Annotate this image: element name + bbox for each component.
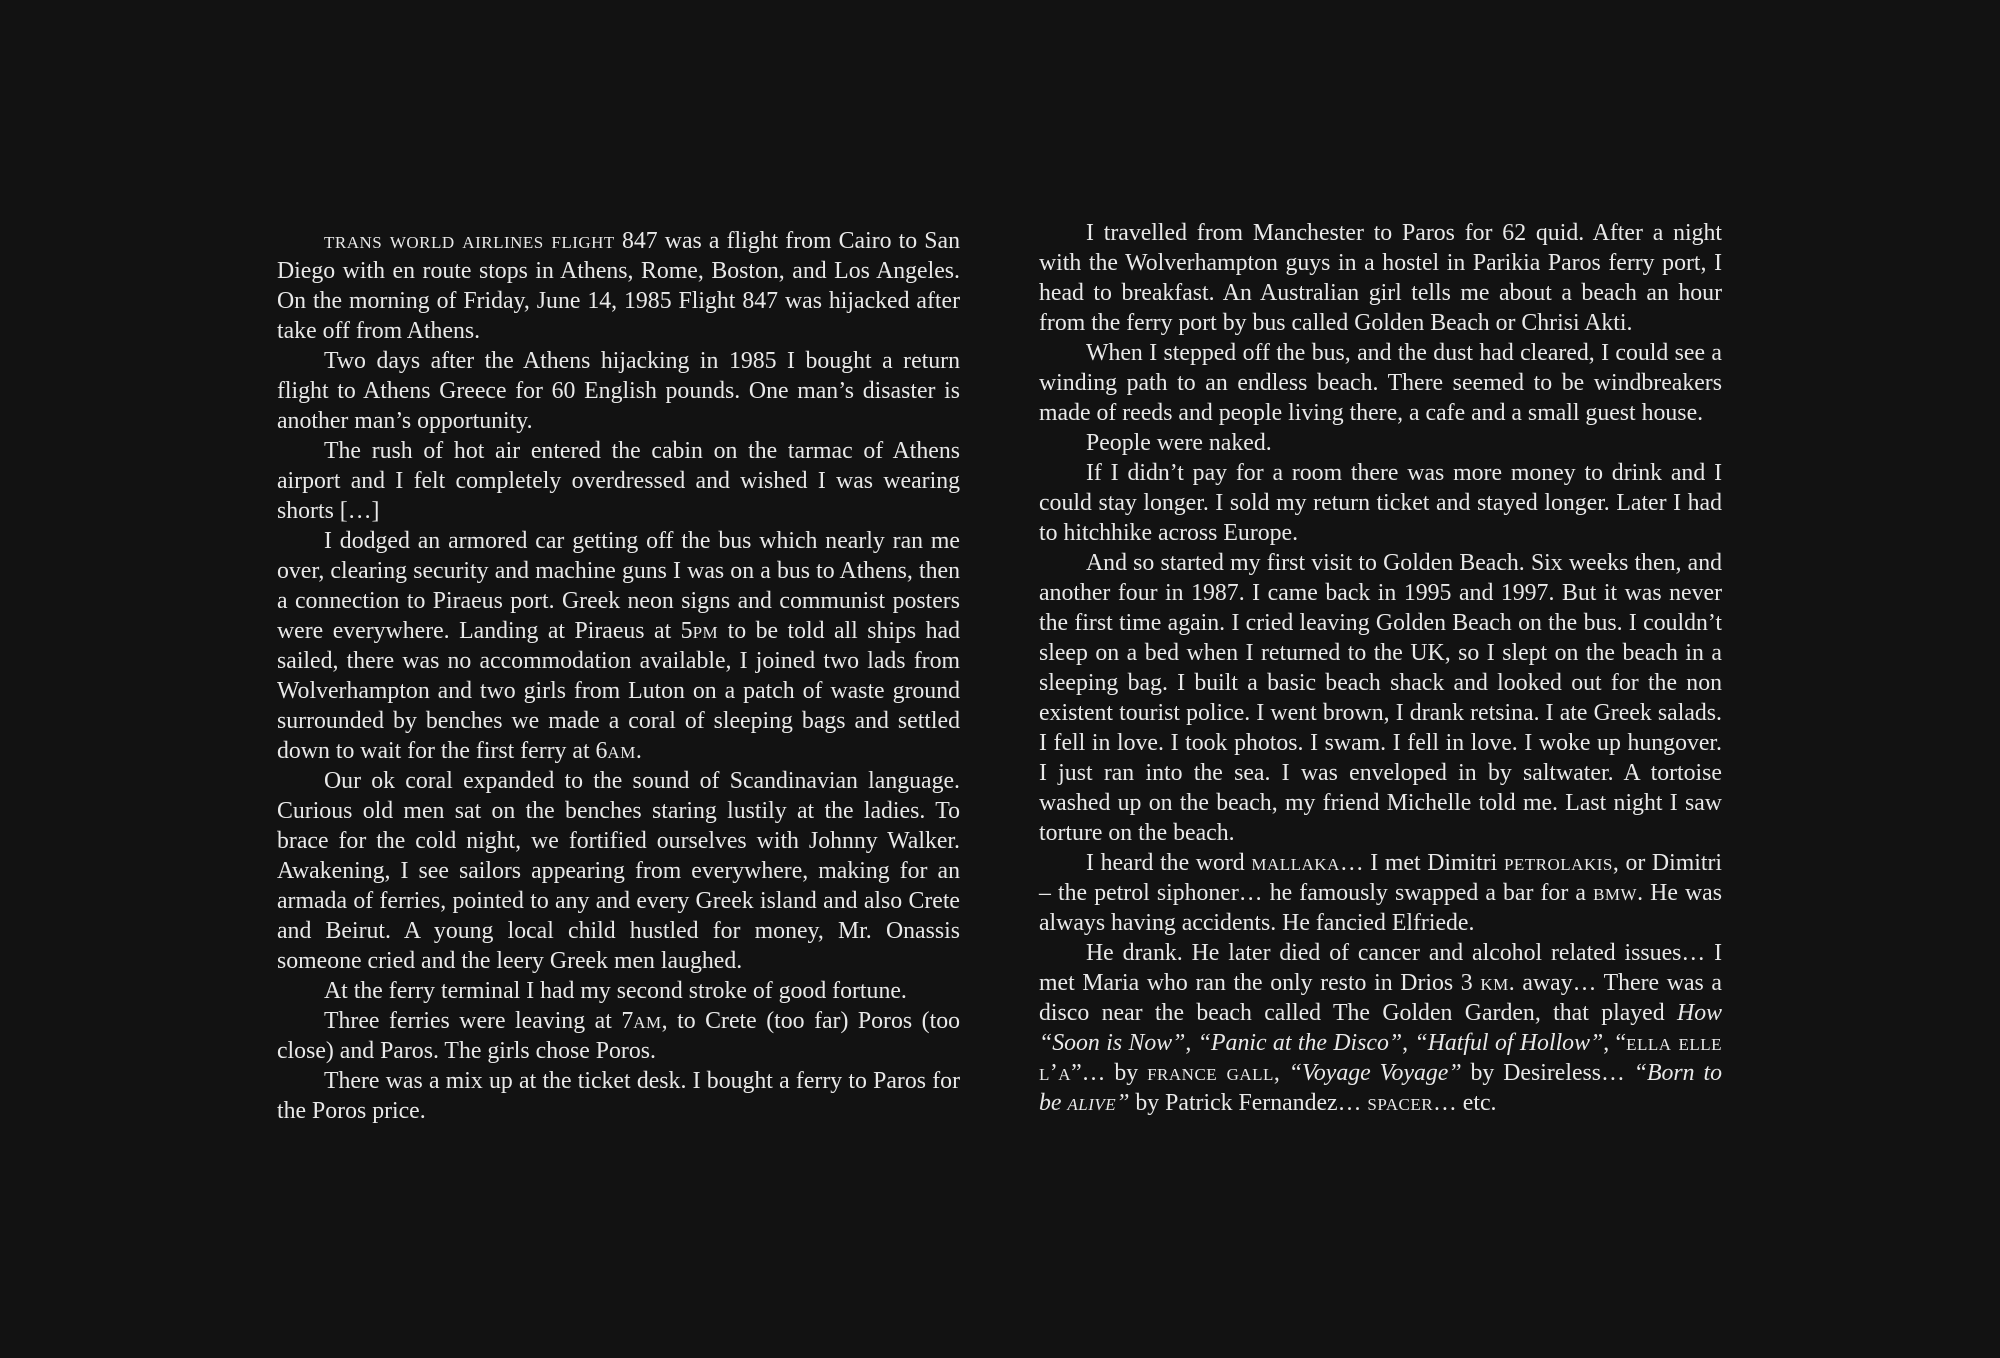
paragraph: trans world airlines flight 847 was a flight from Cairo to San Diego with en route stops in Athens, Rome, Boston, and Los Angeles. On the morning of Friday, June 14, 1985 Flight 847 was hijacked after take off from Athens.: [277, 228, 961, 344]
paragraph: When I stepped off the bus, and the dust had cleared, I could see a winding path to an endless beach. There seemed to be windbreakers made of reeds and people living there, a cafe and a small guest house.: [1039, 340, 1722, 426]
paragraph: If I didn’t pay for a room there was more money to drink and I could stay longer. I sold my return ticket and stayed longer. Later I had to hitchhike across Europe.: [1039, 460, 1722, 546]
small-caps-lead: trans world airlines flight: [324, 228, 615, 254]
artist-name: france gall: [1147, 1060, 1274, 1086]
paragraph: Two days after the Athens hijacking in 1985 I bought a return flight to Athens Greece for 60 English pounds. One man’s disaster is another man’s opportunity.: [277, 348, 960, 434]
paragraph: The rush of hot air entered the cabin on the tarmac of Athens airport and I felt completely overdressed and wished I was wearing shorts […]: [277, 438, 960, 524]
paragraph: And so started my first visit to Golden Beach. Six weeks then, and another four in 1987. I came back in 1995 and 1997. But it was never the first time again. I cried leaving Golden Beach on the bus. I couldn’t sleep on a bed when I returned to the UK, so I slept on the beach in a sleeping bag. I built a basic beach shack and looked out for the non existent tourist police. I went brown, I drank retsina. I ate Greek salads. I fell in love. I took photos. I swam. I fell in love. I woke up hungover. I just ran into the sea. I was enveloped in by saltwater. A tortoise washed up on the beach, my friend Michelle told me. Last night I saw torture on the beach.: [1039, 550, 1722, 846]
left-page-text: [277, 226, 960, 1126]
song-title-small-caps: ella elle l’a: [1039, 1030, 1723, 1086]
song-title: “Voyage Voyage”: [1288, 1060, 1462, 1086]
small-caps-time: pm: [692, 618, 719, 644]
song-title: How “Soon is Now”: [1039, 1000, 1722, 1056]
paragraph: At the ferry terminal I had my second stroke of good fortune.: [324, 978, 907, 1004]
paragraph: I travelled from Manchester to Paros for 62 quid. After a night with the Wolverhampton guys in a hostel in Parikia Paros ferry port, I head to breakfast. An Australian girl tells me about a beach an hour from the ferry port by bus called Golden Beach or Chrisi Akti.: [1039, 220, 1722, 336]
song-title: “Panic at the Disco”: [1197, 1030, 1403, 1056]
song-title: “Hatful of Hollow”: [1414, 1030, 1604, 1056]
small-caps-time: am: [633, 1008, 662, 1034]
paragraph: People were naked.: [1086, 430, 1272, 456]
paragraph: I heard the word mallaka… I met Dimitri petrolakis, or Dimitri – the petrol siphoner… he famously swapped a bar for a bmw. He was always having accidents. He fancied Elfriede.: [1039, 850, 1723, 936]
small-caps-word: mallaka: [1251, 850, 1340, 876]
right-page-text: [1039, 218, 1722, 1118]
paragraph: There was a mix up at the ticket desk. I bought a ferry to Paros for the Poros price.: [277, 1068, 960, 1124]
small-caps-name: petrolakis: [1503, 850, 1613, 876]
artist-name: spacer: [1367, 1090, 1434, 1116]
paragraph: Three ferries were leaving at 7am, to Crete (too far) Poros (too close) and Paros. The girls chose Poros.: [277, 1008, 960, 1064]
small-caps-brand: bmw: [1593, 880, 1638, 906]
paragraph: Our ok coral expanded to the sound of Scandinavian language. Curious old men sat on the benches staring lustily at the ladies. To brace for the cold night, we fortified ourselves with Johnny Walker. Awakening, I see sailors appearing from everywhere, making for an armada of ferries, pointed to any and every Greek island and also Crete and Beirut. A young local child hustled for money, Mr. Onassis someone cried and the leery Greek men laughed.: [277, 768, 960, 974]
small-caps-unit: km: [1480, 970, 1509, 996]
paragraph: I dodged an armored car getting off the bus which nearly ran me over, clearing security and machine guns I was on a bus to Athens, then a connection to Piraeus port. Greek neon signs and communist posters were everywhere. Landing at Piraeus at 5pm to be told all ships had sailed, there was no accommodation available, I joined two lads from Wolverhampton and two girls from Luton on a patch of waste ground surrounded by benches we made a coral of sleeping bags and settled down to wait for the first ferry at 6am.: [277, 528, 960, 764]
paragraph: He drank. He later died of cancer and alcohol related issues… I met Maria who ran the only resto in Drios 3 km. away… There was a disco near the beach called The Golden Garden, that played How “Soon is Now”, “Panic at the Disco”, “Hatful of Hollow”, “ella elle l’a”… by france gall, “Voyage Voyage” by Desireless… “Born to be alive” by Patrick Fernandez… spacer… etc.: [1039, 940, 1723, 1116]
small-caps-time: am: [607, 738, 636, 764]
song-title: “Born to be alive”: [1039, 1060, 1723, 1116]
